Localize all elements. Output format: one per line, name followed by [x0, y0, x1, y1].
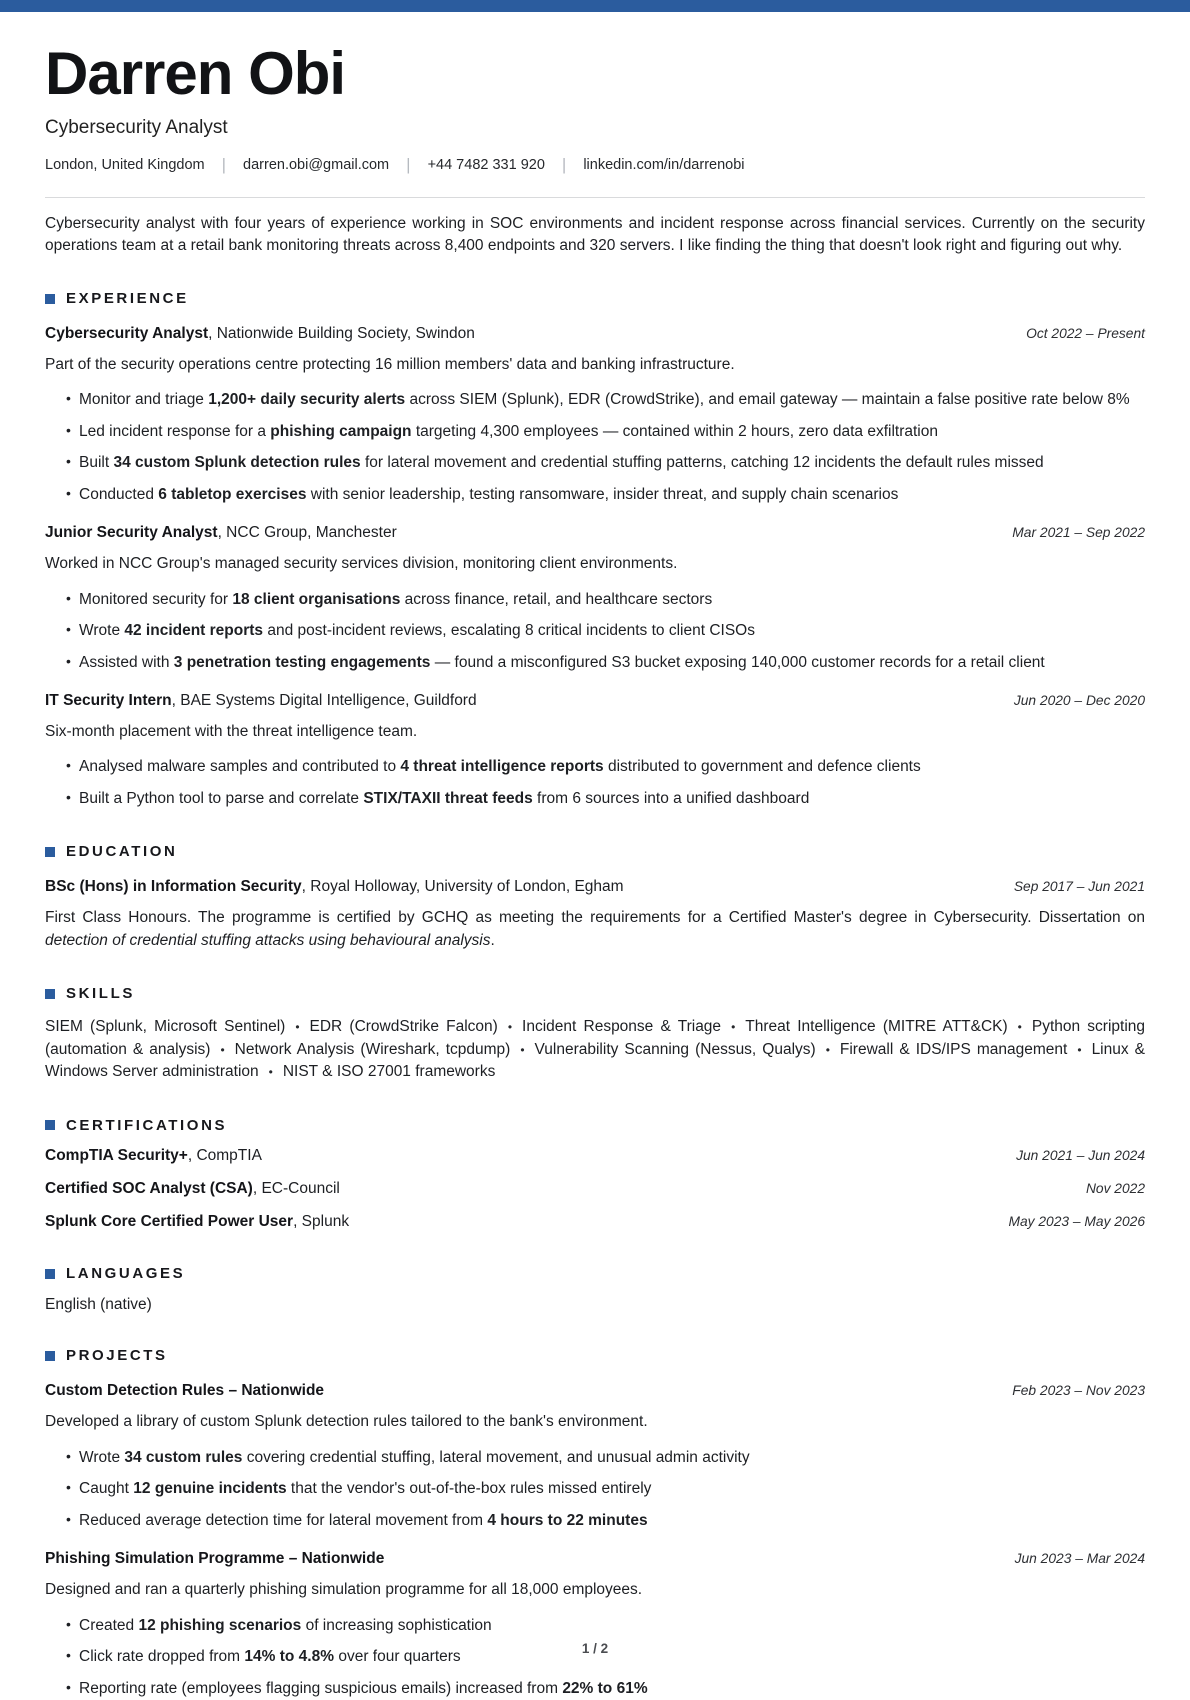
entry-date: Jun 2020 – Dec 2020 [1013, 693, 1145, 709]
skill-item: Threat Intelligence (MITRE ATT&CK) [745, 1018, 1008, 1036]
bullet-item: • Built a Python tool to parse and correlate STIX/TAXII threat feeds from 6 sources into a unified dashboard [66, 788, 1145, 810]
entry-title: IT Security Intern, BAE Systems Digital Intelligence, Guildford [45, 692, 477, 710]
page-number: 1 / 2 [581, 1641, 609, 1656]
entry-title: Certified SOC Analyst (CSA), EC-Council [45, 1179, 340, 1197]
contact-item: darren.obi@gmail.com [243, 157, 390, 173]
skills-list [45, 1016, 1145, 1083]
entry [45, 691, 1145, 810]
list-separator: • [507, 1020, 513, 1035]
bullet-item: • Analysed malware samples and contributed to 4 threat intelligence reports distributed to government and defence clients [66, 756, 1145, 778]
section-heading-education [45, 843, 1145, 860]
entry-header [45, 1381, 1145, 1402]
entry-title: BSc (Hons) in Information Security, Royal Holloway, University of London, Egham [45, 878, 624, 896]
skill-item: Linux & Windows Server administration [45, 1040, 1145, 1081]
bullet-list [45, 389, 1145, 506]
entry-title: Custom Detection Rules – Nationwide [45, 1382, 325, 1400]
square-bullet-icon [45, 1269, 55, 1279]
entry-date: May 2023 – May 2026 [1008, 1213, 1145, 1229]
resume-header [45, 40, 1145, 257]
entry-title: Phishing Simulation Programme – Nationwide [45, 1550, 385, 1568]
bullet-item: • Caught 12 genuine incidents that the vendor's out-of-the-box rules missed entirely [66, 1478, 1145, 1500]
entry-title: Splunk Core Certified Power User, Splunk [45, 1212, 350, 1230]
bullet-list [45, 1615, 1145, 1700]
section-heading-certifications [45, 1117, 1145, 1134]
entry-description: Worked in NCC Group's managed security services division, monitoring client environments. [45, 555, 678, 573]
bullet-list [45, 1447, 1145, 1532]
square-bullet-icon [45, 989, 55, 999]
candidate-name: Darren Obi [45, 40, 346, 107]
list-separator: • [1077, 1042, 1082, 1057]
entry-date: Mar 2021 – Sep 2022 [1012, 525, 1145, 541]
entry [45, 1381, 1145, 1532]
entry-header [45, 523, 1145, 544]
entry-header [45, 1212, 1145, 1233]
contact-line [45, 155, 1145, 175]
list-separator: • [825, 1042, 830, 1057]
section-skills [45, 985, 1145, 1083]
list-separator: • [520, 1042, 525, 1057]
contact-item: London, United Kingdom [45, 157, 205, 173]
entry-title: Junior Security Analyst, NCC Group, Manchester [45, 524, 397, 542]
entry-title: Cybersecurity Analyst, Nationwide Building Society, Swindon [45, 325, 475, 342]
square-bullet-icon [45, 1351, 55, 1361]
contact-item: +44 7482 331 920 [427, 157, 545, 173]
square-bullet-icon [45, 1120, 55, 1130]
bullet-item: • Click rate dropped from 14% to 4.8% over four quarters [66, 1646, 1145, 1668]
bullet-item: • Conducted 6 tabletop exercises with senior leadership, testing ransomware, insider threat, and supply chain scenarios [66, 484, 1145, 506]
entry-header [45, 877, 1145, 898]
entry-date: Oct 2022 – Present [1026, 326, 1145, 341]
summary-paragraph: Cybersecurity analyst with four years of experience working in SOC environments and incident response across financial services. Currently on the security operations team at a retail bank monitoring threats across 8,400 endpoints and 320 servers. I like finding the thing that doesn't look right and figuring out why. [45, 215, 1145, 254]
skill-item: Firewall & IDS/IPS management [839, 1040, 1068, 1058]
header-divider [45, 197, 1145, 198]
bullet-item: • Reporting rate (employees flagging suspicious emails) increased from 22% to 61% [66, 1678, 1145, 1700]
skill-item: Vulnerability Scanning (Nessus, Qualys) [534, 1040, 816, 1058]
bullet-item: • Wrote 42 incident reports and post-incident reviews, escalating 8 critical incidents to client CISOs [66, 620, 1145, 642]
bullet-item: • Monitored security for 18 client organisations across finance, retail, and healthcare sectors [66, 589, 1145, 611]
entry-header [45, 691, 1145, 712]
section-title: SKILLS [66, 985, 135, 1003]
entry-title: CompTIA Security+, CompTIA [45, 1146, 262, 1164]
section-text: English (native) [45, 1296, 152, 1314]
bullet-item: • Built 34 custom Splunk detection rules for lateral movement and credential stuffing patterns, catching 12 incidents the default rules missed [66, 452, 1145, 474]
entry [45, 877, 1145, 952]
entry-header [45, 1146, 1145, 1167]
skill-item: Python scripting (automation & analysis) [45, 1018, 1146, 1058]
bullet-item: • Wrote 34 custom rules covering credential stuffing, lateral movement, and unusual admin activity [66, 1447, 1145, 1469]
bullet-list [45, 756, 1145, 810]
contact-separator: | [561, 155, 567, 174]
contact-separator: | [221, 155, 227, 174]
section-title: EXPERIENCE [66, 290, 189, 307]
square-bullet-icon [45, 847, 55, 857]
section-certifications [45, 1117, 1145, 1233]
candidate-title: Cybersecurity Analyst [45, 117, 228, 138]
entry-date: Feb 2023 – Nov 2023 [1012, 1383, 1145, 1399]
top-accent-bar [0, 0, 1190, 12]
section-experience [45, 290, 1145, 810]
skill-item: Incident Response & Triage [522, 1018, 722, 1036]
section-heading-skills [45, 985, 1145, 1002]
section-title: PROJECTS [66, 1347, 168, 1365]
entry-date: Jun 2023 – Mar 2024 [1014, 1551, 1145, 1567]
entry [45, 1549, 1145, 1700]
entry-date: Jun 2021 – Jun 2024 [1016, 1147, 1145, 1163]
contact-separator: | [406, 155, 411, 174]
bullet-item: • Created 12 phishing scenarios of increasing sophistication [66, 1615, 1145, 1637]
bullet-item: • Led incident response for a phishing campaign targeting 4,300 employees — contained within 2 hours, zero data exfiltration [66, 421, 1145, 443]
section-heading-experience [45, 290, 1145, 307]
entry-header [45, 324, 1145, 345]
entry-header [45, 1549, 1145, 1570]
bullet-item: • Assisted with 3 penetration testing engagements — found a misconfigured S3 bucket exposing 140,000 customer records for a retail client [66, 652, 1145, 674]
entry [45, 1179, 1145, 1200]
entry [45, 324, 1145, 506]
entry [45, 523, 1145, 674]
section-heading-languages [45, 1265, 1145, 1282]
skill-item: NIST & ISO 27001 frameworks [282, 1063, 496, 1081]
skill-item: SIEM (Splunk, Microsoft Sentinel) [45, 1018, 286, 1036]
entry-description: First Class Honours. The programme is certified by GCHQ as meeting the requirements for a Certified Master's degree in Cybersecurity. Dissertation on detection of credential stuffing attacks using behavioural analysis. [45, 909, 1145, 949]
list-separator: • [1017, 1020, 1022, 1035]
section-heading-projects [45, 1347, 1145, 1364]
section-title: EDUCATION [66, 843, 178, 861]
bullet-item: • Monitor and triage 1,200+ daily security alerts across SIEM (Splunk), EDR (CrowdStrike), and email gateway — maintain a false positive rate below 8% [66, 389, 1145, 411]
skill-item: EDR (CrowdStrike Falcon) [309, 1018, 498, 1036]
entry-date: Nov 2022 [1085, 1180, 1145, 1196]
list-separator: • [268, 1065, 273, 1080]
entry-date: Sep 2017 – Jun 2021 [1013, 879, 1145, 895]
section-title: LANGUAGES [66, 1265, 186, 1283]
square-bullet-icon [45, 294, 55, 304]
section-languages [45, 1265, 1145, 1314]
entry [45, 1212, 1145, 1233]
resume-page [0, 40, 1190, 1700]
bullet-list [45, 589, 1145, 674]
entry-description: Part of the security operations centre protecting 16 million members' data and banking infrastructure. [45, 355, 735, 373]
list-separator: • [220, 1042, 225, 1057]
list-separator: • [731, 1020, 736, 1035]
resume-sections [45, 290, 1145, 1700]
bullet-item: • Reduced average detection time for lateral movement from 4 hours to 22 minutes [66, 1510, 1145, 1532]
entry-description: Six-month placement with the threat intelligence team. [45, 722, 418, 740]
contact-item: linkedin.com/in/darrenobi [583, 157, 745, 173]
entry-header [45, 1179, 1145, 1200]
entry [45, 1146, 1145, 1167]
skill-item: Network Analysis (Wireshark, tcpdump) [234, 1040, 511, 1058]
entry-description: Designed and ran a quarterly phishing simulation programme for all 18,000 employees. [45, 1581, 643, 1599]
entry-description: Developed a library of custom Splunk detection rules tailored to the bank's environment. [45, 1413, 648, 1431]
section-title: CERTIFICATIONS [66, 1116, 228, 1134]
section-education [45, 843, 1145, 952]
list-separator: • [295, 1020, 300, 1035]
